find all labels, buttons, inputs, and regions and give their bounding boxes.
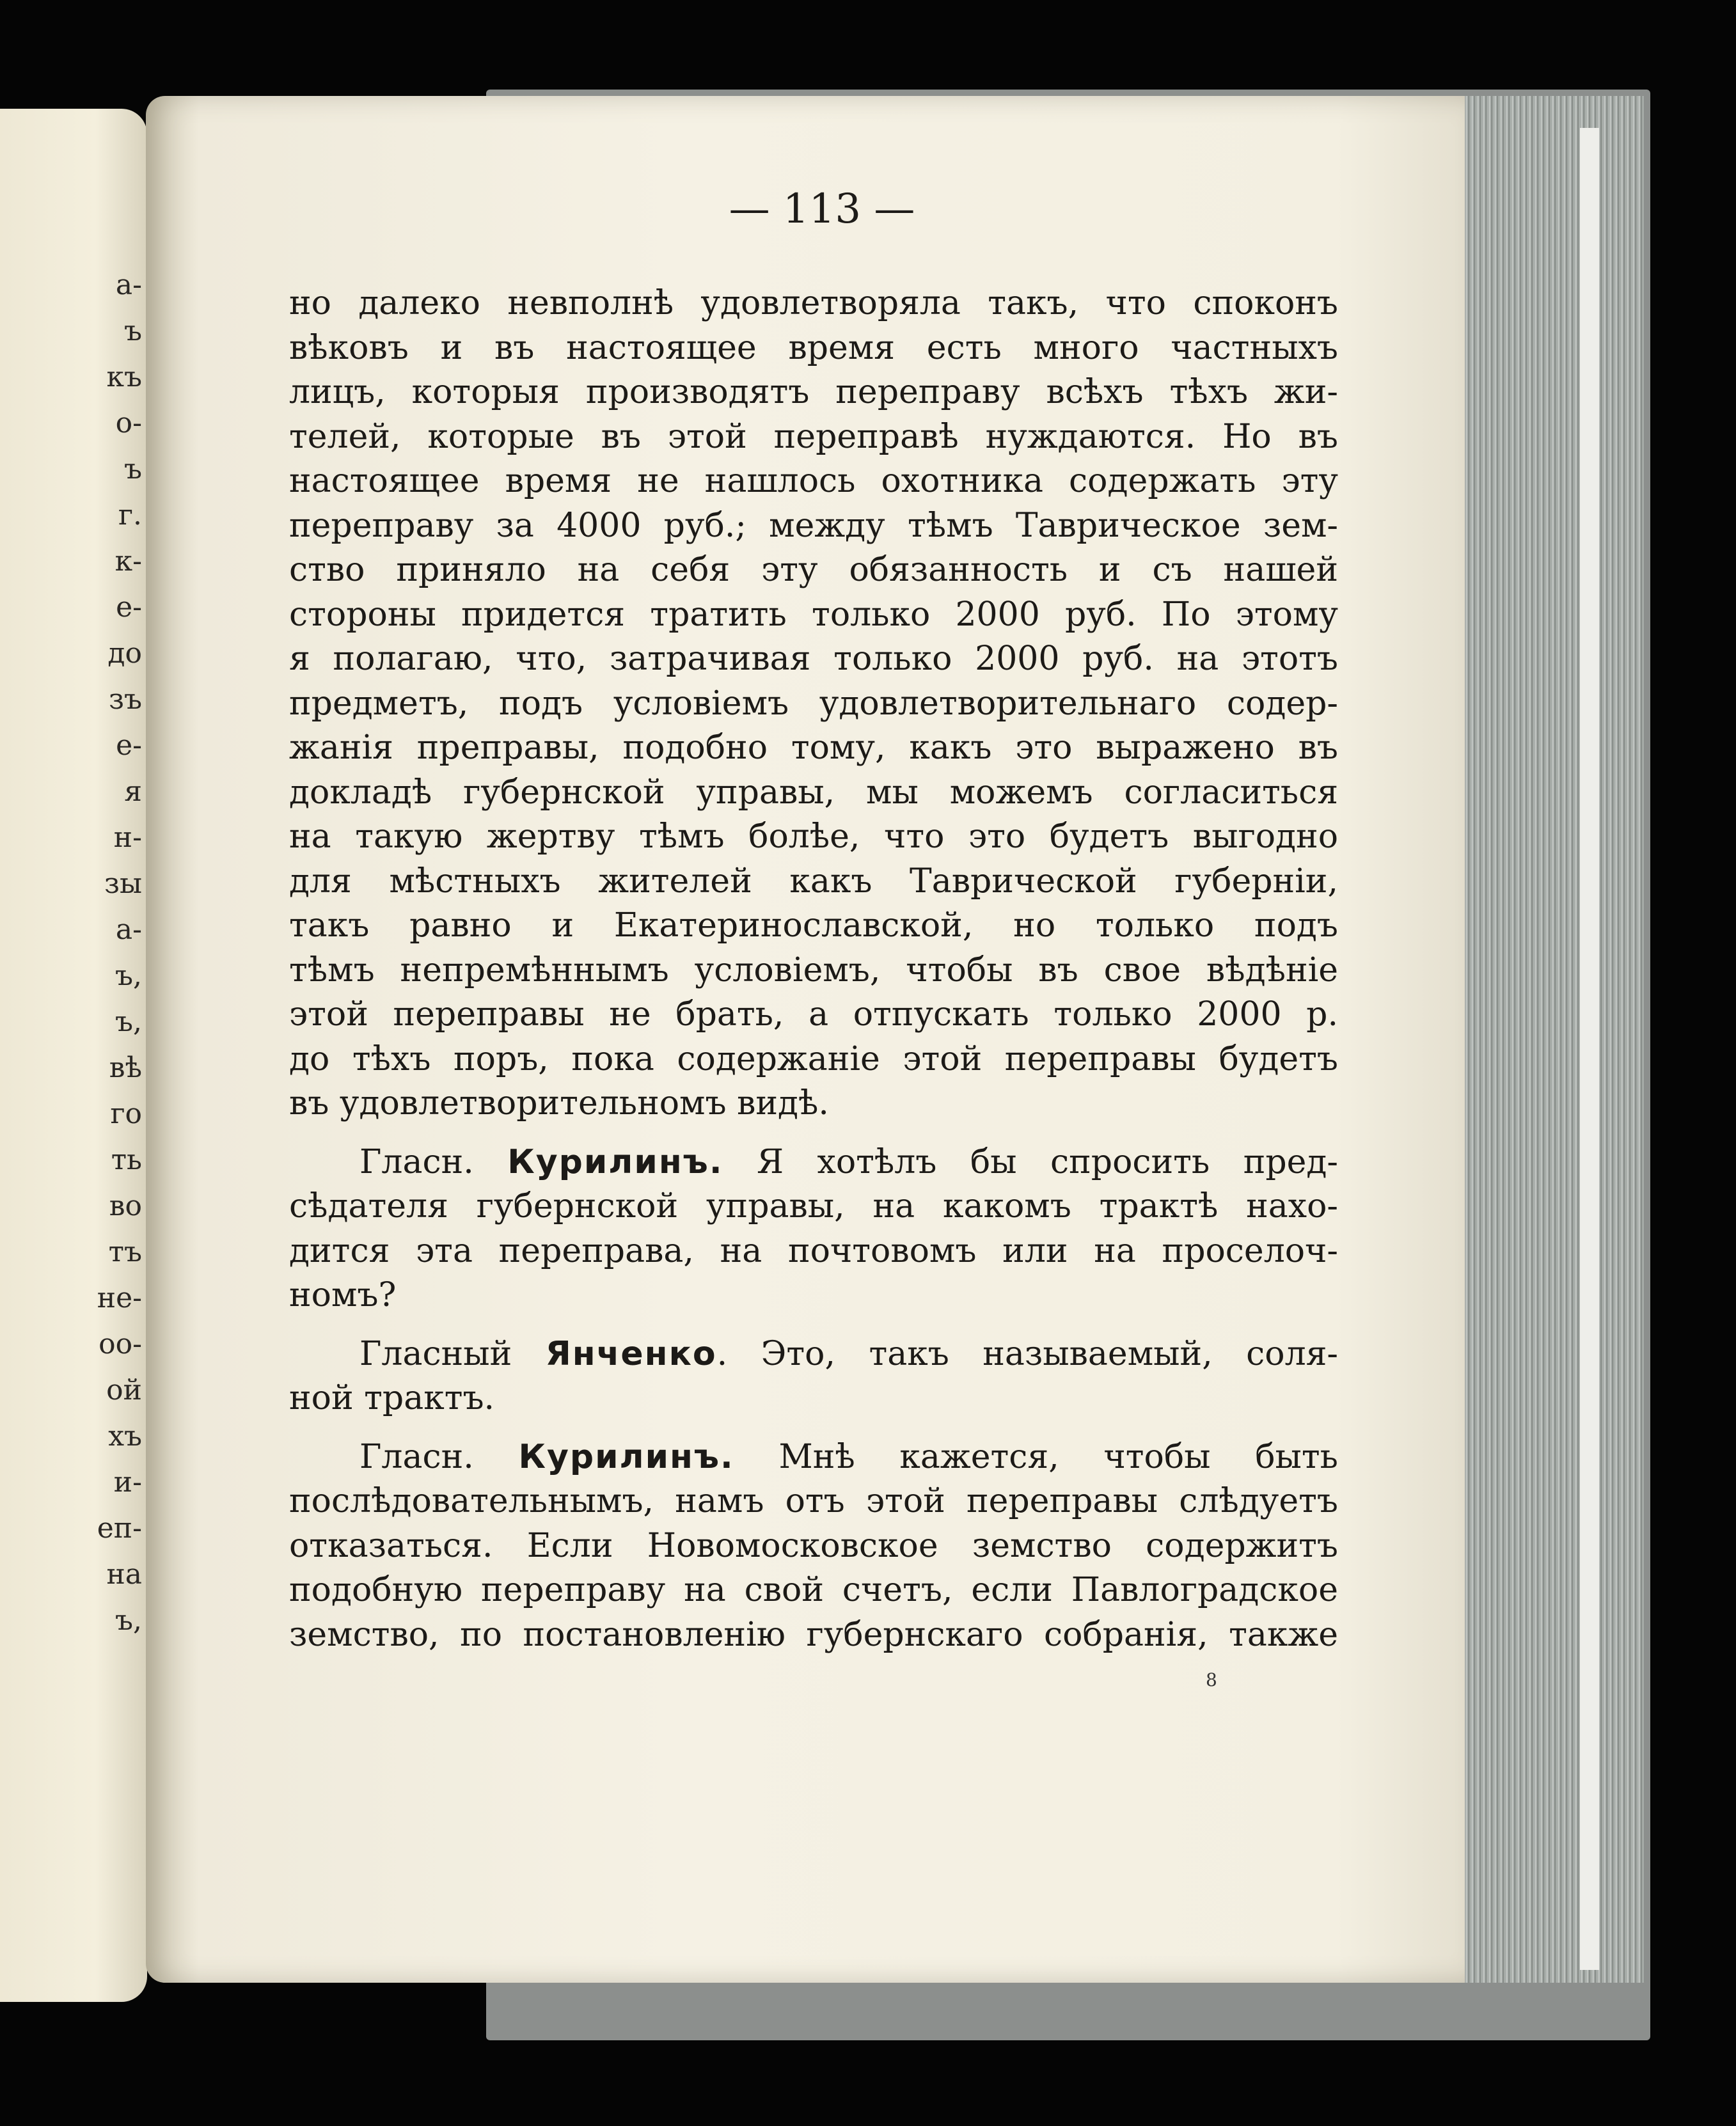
text-line: до тѣхъ поръ, пока содержаніе этой переправы будетъ xyxy=(289,1039,1338,1078)
text-line: сѣдателя губернской управы, на какомъ трактѣ нахо- xyxy=(289,1187,1338,1225)
left-page-fragment: зъ xyxy=(109,683,142,716)
text-line: телей, которые въ этой переправѣ нуждаются. Но въ xyxy=(289,417,1338,456)
left-page-fragment: е- xyxy=(116,729,142,762)
speaker-line xyxy=(289,1332,1338,1377)
left-page-fragment: ой xyxy=(106,1374,142,1406)
left-page-fragment: не- xyxy=(97,1282,142,1314)
text-line: лицъ, которыя производятъ переправу всѣхъ тѣхъ жи- xyxy=(289,373,1338,411)
left-page xyxy=(0,109,147,2002)
left-page-fragment: о- xyxy=(115,407,142,439)
text-line: отказаться. Если Новомосковское земство содержитъ xyxy=(289,1526,1338,1565)
left-page-fragment: еп- xyxy=(97,1512,142,1545)
left-page-fragment: вѣ xyxy=(109,1051,142,1084)
left-page-fragment: го xyxy=(110,1098,142,1130)
speaker-name: Курилинъ. xyxy=(507,1142,723,1181)
left-page-fragment: хъ xyxy=(108,1420,142,1453)
speaker-prefix: Гласн. xyxy=(359,1437,474,1476)
text-line: жанія преправы, подобно тому, какъ это выражено въ xyxy=(289,728,1338,767)
text-line: переправу за 4000 руб.; между тѣмъ Таврическое зем- xyxy=(289,506,1338,545)
page-edges-highlight xyxy=(1580,128,1599,1970)
page-edges xyxy=(1465,96,1644,1983)
text-line: я полагаю, что, затрачивая только 2000 руб. на этотъ xyxy=(289,640,1338,678)
text-line: земство, по постановленію губернскаго собранія, также xyxy=(289,1615,1338,1654)
left-page-fragment: ъ xyxy=(124,315,142,347)
paragraph-3 xyxy=(289,1332,1338,1421)
left-page-fragment: е- xyxy=(116,591,142,624)
left-page-fragment: зы xyxy=(104,867,142,900)
left-page-fragment: ъ, xyxy=(115,1005,142,1038)
left-page-fragment: къ xyxy=(106,361,142,393)
left-page-fragment: ть xyxy=(111,1144,142,1176)
speaker-text: Я хотѣлъ бы спросить пред- xyxy=(757,1142,1338,1181)
left-page-fragment: на xyxy=(106,1558,142,1591)
text-line: для мѣстныхъ жителей какъ Таврической губерніи, xyxy=(289,862,1338,901)
text-line: такъ равно и Екатеринославской, но только подъ xyxy=(289,906,1338,945)
text-line: но далеко невполнѣ удовлетворяла такъ, что споконъ xyxy=(289,284,1338,322)
text-line: ной трактъ. xyxy=(289,1379,495,1417)
paragraph-4 xyxy=(289,1435,1338,1658)
speaker-prefix: Гласный xyxy=(359,1334,512,1373)
text-line: настоящее время не нашлось охотника содержать эту xyxy=(289,462,1338,500)
left-page-fragment: ъ, xyxy=(115,959,142,992)
speaker-text: . Это, такъ называемый, соля- xyxy=(716,1334,1338,1373)
left-page-fragment: ъ, xyxy=(115,1604,142,1637)
left-page-fragment: а- xyxy=(115,269,142,301)
left-page-fragment: г. xyxy=(118,499,142,532)
paragraph-2 xyxy=(289,1140,1338,1318)
left-page-fragment: оо- xyxy=(99,1328,142,1360)
text-line: вѣковъ и въ настоящее время есть много частныхъ xyxy=(289,328,1338,367)
left-page-fragment: а- xyxy=(115,913,142,946)
text-line: на такую жертву тѣмъ болѣе, что это будетъ выгодно xyxy=(289,817,1338,856)
text-line: предметъ, подъ условіемъ удовлетворительнаго содер- xyxy=(289,684,1338,723)
text-line: номъ? xyxy=(289,1276,397,1314)
speaker-prefix: Гласн. xyxy=(359,1142,474,1181)
text-line: въ удовлетворительномъ видѣ. xyxy=(289,1084,829,1122)
text-line: ство приняло на себя эту обязанность и съ нашей xyxy=(289,551,1338,589)
speaker-name: Янченко xyxy=(545,1334,717,1373)
text-line: докладѣ губернской управы, мы можемъ согласиться xyxy=(289,773,1338,812)
left-page-fragment: к- xyxy=(114,545,142,578)
speaker-text: Мнѣ кажется, чтобы быть xyxy=(778,1437,1338,1476)
speaker-name: Курилинъ. xyxy=(518,1437,734,1476)
text-line: послѣдовательнымъ, намъ отъ этой переправы слѣдуетъ xyxy=(289,1482,1338,1520)
printer-signature-mark: 8 xyxy=(1206,1669,1217,1690)
text-line: дится эта переправа, на почтовомъ или на проселоч- xyxy=(289,1231,1338,1270)
text-line: тѣмъ непремѣннымъ условіемъ, чтобы въ свое вѣдѣніе xyxy=(289,950,1338,989)
speaker-line xyxy=(289,1435,1338,1480)
left-page-fragment: во xyxy=(109,1190,142,1222)
left-page-fragment: и- xyxy=(113,1466,142,1499)
left-page-fragment: н- xyxy=(113,821,142,854)
text-line: стороны придется тратить только 2000 руб. По этому xyxy=(289,595,1338,634)
text-line: этой переправы не брать, а отпускать только 2000 р. xyxy=(289,995,1338,1034)
page-number: — 113 — xyxy=(729,185,915,233)
speaker-line xyxy=(289,1140,1338,1185)
left-page-fragment: я xyxy=(124,775,142,808)
left-page-fragment: ъ xyxy=(124,453,142,485)
text-block xyxy=(289,281,1338,1657)
text-line: подобную переправу на свой счетъ, если Павлоградское xyxy=(289,1571,1338,1609)
left-page-fragment: тъ xyxy=(108,1236,142,1268)
paragraph-1 xyxy=(289,281,1338,1126)
left-page-fragment: до xyxy=(107,637,142,670)
